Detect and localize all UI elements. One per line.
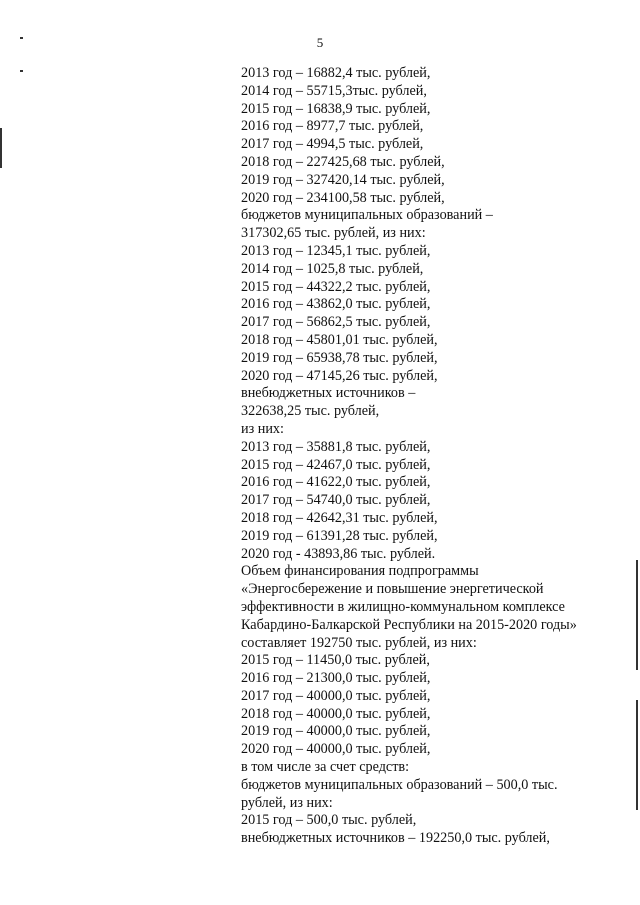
text-line: 2020 год – 47145,26 тыс. рублей,: [241, 367, 438, 384]
text-line: 2020 год - 43893,86 тыс. рублей.: [241, 545, 436, 562]
text-line: 2018 год – 227425,68 тыс. рублей,: [241, 153, 445, 170]
text-line: 2013 год – 35881,8 тыс. рублей,: [241, 438, 431, 455]
text-line: 2019 год – 61391,28 тыс. рублей,: [241, 527, 438, 544]
text-line: бюджетов муниципальных образований –: [241, 207, 493, 224]
scan-mark-left-edge: [0, 128, 2, 168]
text-line: Кабардино-Балкарской Республики на 2015-2020 годы»: [241, 616, 577, 633]
text-line: 2020 год – 234100,58 тыс. рублей,: [241, 189, 445, 206]
funding-text-block: [241, 65, 611, 848]
text-line: 2018 год – 45801,01 тыс. рублей,: [241, 331, 438, 348]
text-line: 2016 год – 43862,0 тыс. рублей,: [241, 296, 431, 313]
text-line: 2018 год – 42642,31 тыс. рублей,: [241, 509, 438, 526]
text-line: «Энергосбережение и повышение энергетической: [241, 581, 544, 598]
scan-mark-left-top: [20, 37, 23, 39]
text-line: 2017 год – 56862,5 тыс. рублей,: [241, 314, 431, 331]
text-line: 2016 год – 41622,0 тыс. рублей,: [241, 474, 431, 491]
text-line: 2017 год – 4994,5 тыс. рублей,: [241, 136, 424, 153]
page-number: 5: [316, 35, 324, 50]
text-line: эффективности в жилищно-коммунальном комплексе: [241, 598, 565, 615]
text-line: 2015 год – 42467,0 тыс. рублей,: [241, 456, 431, 473]
text-line: 2016 год – 8977,7 тыс. рублей,: [241, 118, 424, 135]
text-line: 2018 год – 40000,0 тыс. рублей,: [241, 705, 431, 722]
text-line: 317302,65 тыс. рублей, из них:: [241, 225, 426, 242]
scan-mark-left-mid: [20, 70, 23, 72]
text-line: 2015 год – 500,0 тыс. рублей,: [241, 812, 417, 829]
text-line: 2019 год – 40000,0 тыс. рублей,: [241, 723, 431, 740]
text-line: 2019 год – 65938,78 тыс. рублей,: [241, 349, 438, 366]
text-line: внебюджетных источников – 192250,0 тыс. рублей,: [241, 830, 550, 847]
scan-mark-right-edge-1: [636, 560, 638, 670]
text-line: 2014 год – 1025,8 тыс. рублей,: [241, 260, 424, 277]
text-line: 2017 год – 54740,0 тыс. рублей,: [241, 492, 431, 509]
text-line: 322638,25 тыс. рублей,: [241, 403, 380, 420]
text-line: 2015 год – 44322,2 тыс. рублей,: [241, 278, 431, 295]
text-line: 2013 год – 16882,4 тыс. рублей,: [241, 65, 431, 81]
text-line: рублей, из них:: [241, 794, 333, 811]
text-line: 2013 год – 12345,1 тыс. рублей,: [241, 242, 431, 259]
text-line: 2015 год – 11450,0 тыс. рублей,: [241, 652, 430, 669]
text-line: 2020 год – 40000,0 тыс. рублей,: [241, 741, 431, 758]
text-line: Объем финансирования подпрограммы: [241, 563, 479, 580]
text-line: 2017 год – 40000,0 тыс. рублей,: [241, 687, 431, 704]
text-line: 2014 год – 55715,3тыс. рублей,: [241, 82, 427, 99]
text-line: в том числе за счет средств:: [241, 759, 410, 776]
scan-mark-right-edge-2: [636, 700, 638, 810]
text-line: из них:: [241, 420, 284, 437]
text-line: 2016 год – 21300,0 тыс. рублей,: [241, 670, 431, 687]
text-line: составляет 192750 тыс. рублей, из них:: [241, 634, 477, 651]
text-line: 2019 год – 327420,14 тыс. рублей,: [241, 171, 445, 188]
text-line: внебюджетных источников –: [241, 385, 416, 402]
text-line: бюджетов муниципальных образований – 500,0 тыс.: [241, 776, 558, 793]
text-line: 2015 год – 16838,9 тыс. рублей,: [241, 100, 431, 117]
